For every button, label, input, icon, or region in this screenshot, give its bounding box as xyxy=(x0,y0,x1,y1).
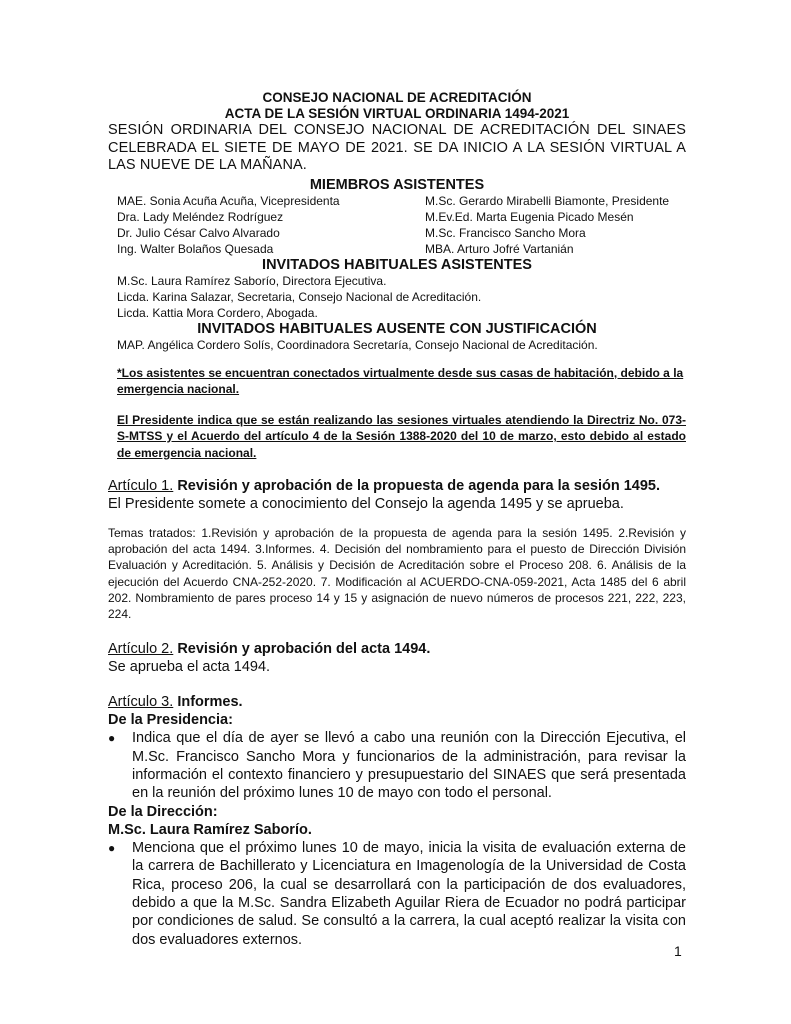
article-1-body: El Presidente somete a conocimiento del Consejo la agenda 1495 y se aprueba. xyxy=(108,496,624,512)
article-2-label: Artículo 2. xyxy=(108,641,174,658)
invited-item: M.Sc. Laura Ramírez Saborío, Directora Ejecutiva. xyxy=(117,273,387,288)
page-number: 1 xyxy=(674,943,682,959)
article-3-title xyxy=(108,693,686,711)
members-heading: MIEMBROS ASISTENTES xyxy=(309,176,485,193)
member-right: M.Ev.Ed. Marta Eugenia Picado Mesén xyxy=(425,209,634,224)
direction-person: M.Sc. Laura Ramírez Saborío. xyxy=(108,821,312,838)
direction-heading: De la Dirección: xyxy=(108,803,218,820)
session-intro: SESIÓN ORDINARIA DEL CONSEJO NACIONAL DE ACREDITACIÓN DEL SINAES CELEBRADA EL SIETE DE MAYO DE 2021. SE DA INICIO A LA SESIÓN VIRTUAL A LAS NUEVE DE LA MAÑANA. xyxy=(108,122,686,173)
members-grid xyxy=(108,193,686,257)
presidency-report: Indica que el día de ayer se llevó a cabo una reunión con la Dirección Ejecutiva, el M.Sc. Francisco Sancho Mora y funcionarios de la administración, para revisar la información el contexto financiero y presupuestario del SINAES que será presentada en la reunión del próximo lunes 10 de mayo con todo el personal. xyxy=(132,730,686,802)
article-1-title xyxy=(108,477,686,495)
article-3-label: Artículo 3. xyxy=(108,694,174,711)
article-2-body: Se aprueba el acta 1494. xyxy=(108,659,271,676)
act-title: ACTA DE LA SESIÓN VIRTUAL ORDINARIA 1494-2021 xyxy=(224,106,570,121)
invited-item: Licda. Kattia Mora Cordero, Abogada. xyxy=(117,305,318,320)
article-1-heading: Revisión y aprobación de la propuesta de agenda para la sesión 1495. xyxy=(177,478,661,494)
bullet-icon: ● xyxy=(108,840,116,855)
member-left: Dra. Lady Meléndez Rodríguez xyxy=(117,209,284,224)
bullet-icon: ● xyxy=(108,731,116,746)
direction-report: Menciona que el próximo lunes 10 de mayo, inicia la visita de evaluación externa de la carrera de Bachillerato y Licenciatura en Imagenología de la Universidad de Costa Rica, proceso 206, la cual se desarrollará con la participación de dos evaluadores, debido a que la M.Sc. Sandra Elizabeth Aguilar Riera de Ecuador no podrá participar por condiciones de salud. Se consultó a la carrera, la cual aceptó realizar la visita con dos evaluadores externos. xyxy=(132,839,686,948)
member-right: MBA. Arturo Jofré Vartanián xyxy=(425,241,574,256)
article-2-heading: Revisión y aprobación del acta 1494. xyxy=(177,641,431,658)
absent-item: MAP. Angélica Cordero Solís, Coordinadora Secretaría, Consejo Nacional de Acreditación. xyxy=(117,337,598,352)
invited-heading: INVITADOS HABITUALES ASISTENTES xyxy=(262,256,532,273)
list-item xyxy=(108,729,686,803)
virtual-note: *Los asistentes se encuentran conectados virtualmente desde sus casas de habitación, debido a la emergencia nacional. xyxy=(117,365,684,396)
article-1-label: Artículo 1. xyxy=(108,478,174,494)
invited-item: Licda. Karina Salazar, Secretaria, Consejo Nacional de Acreditación. xyxy=(117,289,482,304)
presidency-heading: De la Presidencia: xyxy=(108,712,233,729)
member-left: Ing. Walter Bolaños Quesada xyxy=(117,241,274,256)
list-item xyxy=(108,839,686,949)
member-right: M.Sc. Gerardo Mirabelli Biamonte, Presidente xyxy=(425,193,670,208)
member-right: M.Sc. Francisco Sancho Mora xyxy=(425,225,586,240)
article-3-heading: Informes. xyxy=(177,694,243,711)
member-left: Dr. Julio César Calvo Alvarado xyxy=(117,225,280,240)
topics-list: Temas tratados: 1.Revisión y aprobación de la propuesta de agenda para la sesión 1495. 2.Revisión y aprobación del acta 1494. 3.Informes. 4. Decisión del nombramiento para el puesto de Dirección División Evaluación y Acreditación. 5. Análisis y Decisión de Acreditación sobre el Proceso 208. 6. Análisis de la ejecución del Acuerdo CNA-252-2020. 7. Modificación al ACUERDO-CNA-059-2021, Acta 1485 del 6 abril 202. Nombramiento de pares proceso 14 y 15 y asignación de nuevo números de procesos 221, 222, 223, 224. xyxy=(108,526,686,622)
absent-heading: INVITADOS HABITUALES AUSENTE CON JUSTIFICACIÓN xyxy=(197,320,597,337)
council-title: CONSEJO NACIONAL DE ACREDITACIÓN xyxy=(262,90,532,105)
document-page xyxy=(108,90,686,949)
member-left: MAE. Sonia Acuña Acuña, Vicepresidenta xyxy=(117,193,340,208)
article-2-title xyxy=(108,640,686,658)
directive-note: El Presidente indica que se están realizando las sesiones virtuales atendiendo la Directriz No. 073-S-MTSS y el Acuerdo del artículo 4 de la Sesión 1388-2020 del 10 de marzo, esto debido al estado de emergencia nacional. xyxy=(117,412,686,460)
